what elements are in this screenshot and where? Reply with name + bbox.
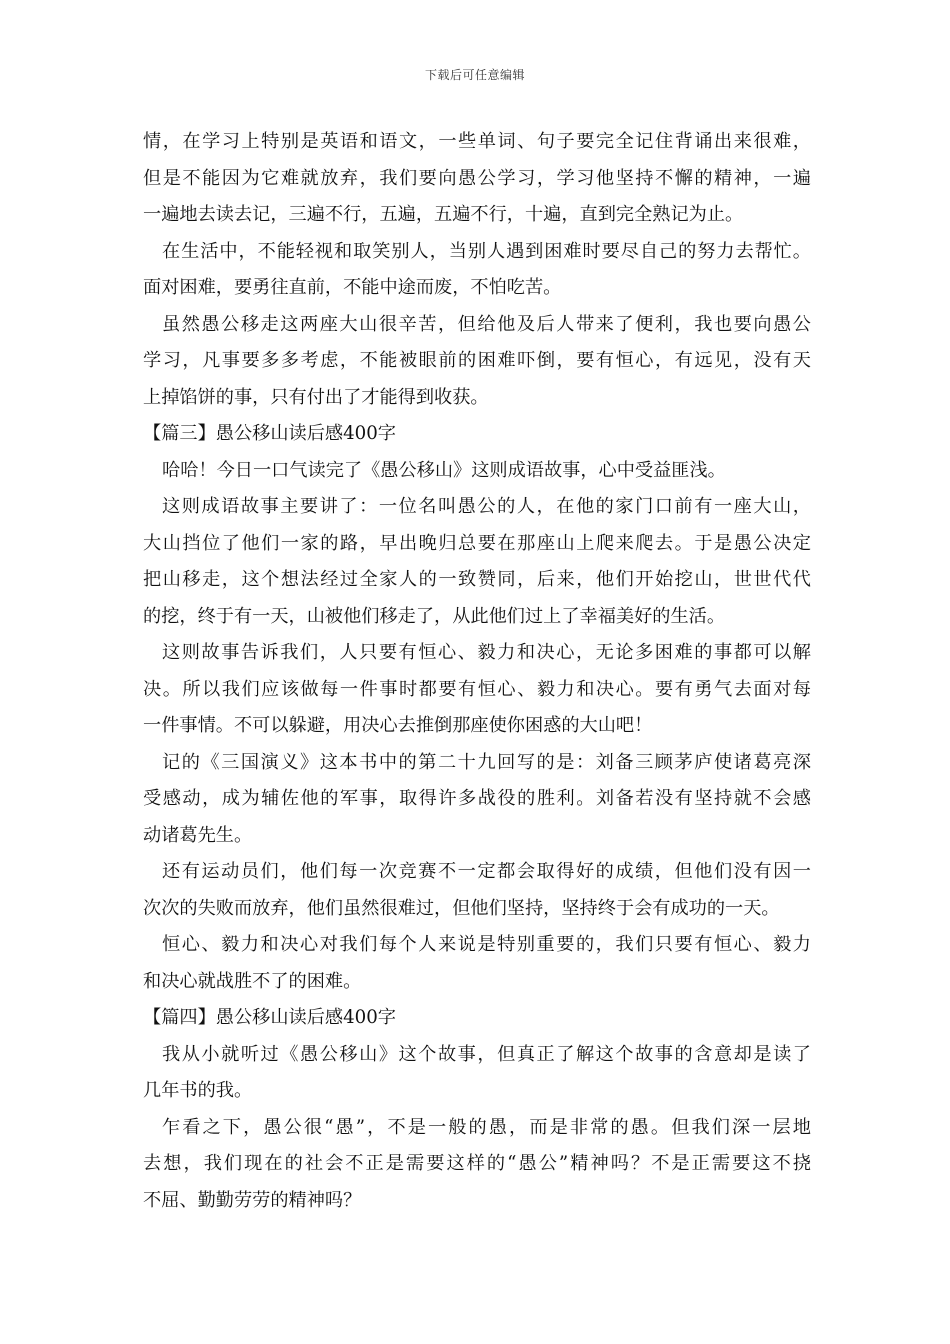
text-line: 但是不能因为它难就放弃，我们要向愚公学习，学习他坚持不懈的精神，一遍 — [143, 167, 811, 189]
text-line: 去想，我们现在的社会不正是需要这样的“愚公”精神吗？不是正需要这不挠 — [143, 1153, 811, 1174]
text-line: 面对困难，要勇往直前，不能中途而废，不怕吃苦。 — [143, 277, 562, 298]
text-line: 这则故事告诉我们，人只要有恒心、毅力和决心，无论多困难的事都可以解 — [162, 642, 811, 663]
text-line: 这则成语故事主要讲了：一位名叫愚公的人，在他的家门口前有一座大山， — [162, 496, 811, 517]
text-line: 恒心、毅力和决心对我们每个人来说是特别重要的，我们只要有恒心、毅力 — [162, 934, 811, 955]
text-line: 上掉馅饼的事，只有付出了才能得到收获。 — [143, 386, 489, 408]
text-line: 还有运动员们，他们每一次竞赛不一定都会取得好的成绩，但他们没有因一 — [162, 861, 811, 882]
text-line: 记的《三国演义》这本书中的第二十九回写的是：刘备三顾茅庐使诸葛亮深 — [162, 751, 811, 773]
text-line: 情，在学习上特别是英语和语文，一些单词、句子要完全记住背诵出来很难， — [143, 131, 811, 152]
page-header: 下载后可任意编辑 — [424, 68, 525, 82]
document-body — [143, 124, 811, 1219]
text-line: 和决心就战胜不了的困难。 — [143, 970, 362, 992]
text-line: 乍看之下，愚公很“愚”，不是一般的愚，而是非常的愚。但我们深一层地 — [162, 1116, 811, 1138]
text-line: 在生活中，不能轻视和取笑别人，当别人遇到困难时要尽自己的努力去帮忙。 — [162, 240, 811, 262]
text-line: 不屈、勤勤劳劳的精神吗？ — [143, 1189, 362, 1211]
text-line: 哈哈！今日一口气读完了《愚公移山》这则成语故事，心中受益匪浅。 — [162, 459, 726, 481]
text-line: 大山挡位了他们一家的路，早出晚归总要在那座山上爬来爬去。于是愚公决定 — [143, 532, 811, 554]
text-line: 次次的失败而放弃，他们虽然很难过，但他们坚持，坚持终于会有成功的一天。 — [143, 897, 780, 919]
text-line: 的挖，终于有一天，山被他们移走了，从此他们过上了幸福美好的生活。 — [143, 605, 726, 627]
text-line: 把山移走，这个想法经过全家人的一致赞同，后来，他们开始挖山，世世代代 — [143, 569, 811, 590]
text-line: 一遍地去读去记，三遍不行，五遍，五遍不行，十遍，直到完全熟记为止。 — [143, 204, 744, 225]
text-line: 一件事情。不可以躲避，用决心去推倒那座使你困惑的大山吧！ — [143, 715, 653, 736]
text-line: 我从小就听过《愚公移山》这个故事，但真正了解这个故事的含意却是读了 — [162, 1043, 811, 1065]
text-line: 几年书的我。 — [143, 1080, 253, 1101]
text-line: 【篇三】愚公移山读后感400字 — [143, 423, 396, 444]
text-line: 决。所以我们应该做每一件事时都要有恒心、毅力和决心。要有勇气去面对每 — [143, 678, 811, 700]
text-line: 虽然愚公移走这两座大山很辛苦，但给他及后人带来了便利，我也要向愚公 — [162, 313, 811, 335]
text-line: 动诸葛先生。 — [143, 824, 253, 846]
text-line: 学习，凡事要多多考虑，不能被眼前的困难吓倒，要有恒心，有远见，没有天 — [143, 350, 811, 371]
text-line: 受感动，成为辅佐他的军事，取得许多战役的胜利。刘备若没有坚持就不会感 — [143, 788, 811, 809]
text-line: 【篇四】愚公移山读后感400字 — [143, 1007, 396, 1028]
